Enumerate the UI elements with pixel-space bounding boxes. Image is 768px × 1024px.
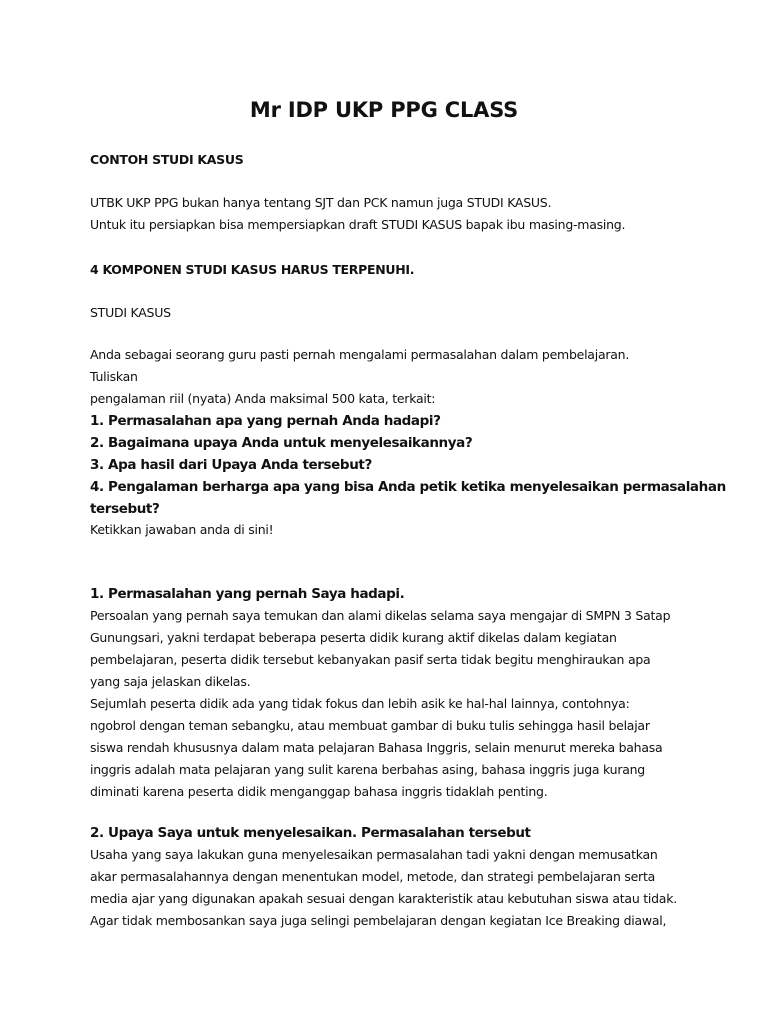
intro-line: Untuk itu persiapkan bisa mempersiapkan draft STUDI KASUS bapak ibu masing-masing. — [90, 217, 626, 232]
question-item: 1. Permasalahan apa yang pernah Anda hadapi? — [90, 413, 441, 429]
question-item: 4. Pengalaman berharga apa yang bisa Anda petik ketika menyelesaikan permasalahan — [90, 479, 726, 495]
section-1 — [90, 583, 690, 803]
label-studi-kasus: STUDI KASUS — [90, 305, 171, 320]
answer-instruction: Ketikkan jawaban anda di sini! — [90, 522, 274, 537]
section-2-line: Agar tidak membosankan saya juga selingi pembelajaran dengan kegiatan Ice Breaking diawal, — [90, 913, 667, 928]
section-2-heading: 2. Upaya Saya untuk menyelesaikan. Permasalahan tersebut — [90, 825, 531, 841]
question-item: 3. Apa hasil dari Upaya Anda tersebut? — [90, 457, 372, 473]
section-1-line: yang saja jelaskan dikelas. — [90, 674, 251, 689]
section-1-line: pembelajaran, peserta didik tersebut kebanyakan pasif serta tidak begitu menghiraukan apa — [90, 652, 651, 667]
question-item: tersebut? — [90, 501, 160, 517]
section-1-line: inggris adalah mata pelajaran yang sulit karena berbahas asing, bahasa inggris juga kurang — [90, 762, 645, 777]
section-1-line: siswa rendah khususnya dalam mata pelajaran Bahasa Inggris, selain menurut mereka bahasa — [90, 740, 663, 755]
section-1-heading: 1. Permasalahan yang pernah Saya hadapi. — [90, 586, 405, 602]
question-item: 2. Bagaimana upaya Anda untuk menyelesaikannya? — [90, 435, 473, 451]
section-1-line: Persoalan yang pernah saya temukan dan alami dikelas selama saya mengajar di SMPN 3 Satap — [90, 608, 671, 623]
prompt-line: Anda sebagai seorang guru pasti pernah mengalami permasalahan dalam pembelajaran. — [90, 347, 630, 362]
intro-line: UTBK UKP PPG bukan hanya tentang SJT dan PCK namun juga STUDI KASUS. — [90, 195, 552, 210]
section-2-line: media ajar yang digunakan apakah sesuai dengan karakteristik atau kebutuhan siswa atau tidak. — [90, 891, 677, 906]
section-2-line: Usaha yang saya lakukan guna menyelesaikan permasalahan tadi yakni dengan memusatkan — [90, 847, 658, 862]
prompt-line: pengalaman riil (nyata) Anda maksimal 500 kata, terkait: — [90, 391, 436, 406]
document-title: Mr IDP UKP PPG CLASS — [249, 98, 519, 122]
section-2 — [90, 822, 690, 932]
intro-paragraph — [90, 192, 690, 236]
prompt-paragraph — [90, 344, 690, 410]
heading-contoh-studi-kasus: CONTOH STUDI KASUS — [90, 152, 244, 167]
section-1-line: diminati karena peserta didik menganggap bahasa inggris tidaklah penting. — [90, 784, 548, 799]
question-list — [90, 410, 726, 520]
heading-4-komponen: 4 KOMPONEN STUDI KASUS HARUS TERPENUHI. — [90, 262, 415, 277]
section-1-line: Sejumlah peserta didik ada yang tidak fokus dan lebih asik ke hal-hal lainnya, contohnya: — [90, 696, 630, 711]
section-2-line: akar permasalahannya dengan menentukan model, metode, dan strategi pembelajaran serta — [90, 869, 656, 884]
section-1-line: ngobrol dengan teman sebangku, atau membuat gambar di buku tulis sehingga hasil belajar — [90, 718, 650, 733]
section-1-line: Gunungsari, yakni terdapat beberapa peserta didik kurang aktif dikelas dalam kegiatan — [90, 630, 617, 645]
prompt-line: Tuliskan — [90, 369, 138, 384]
